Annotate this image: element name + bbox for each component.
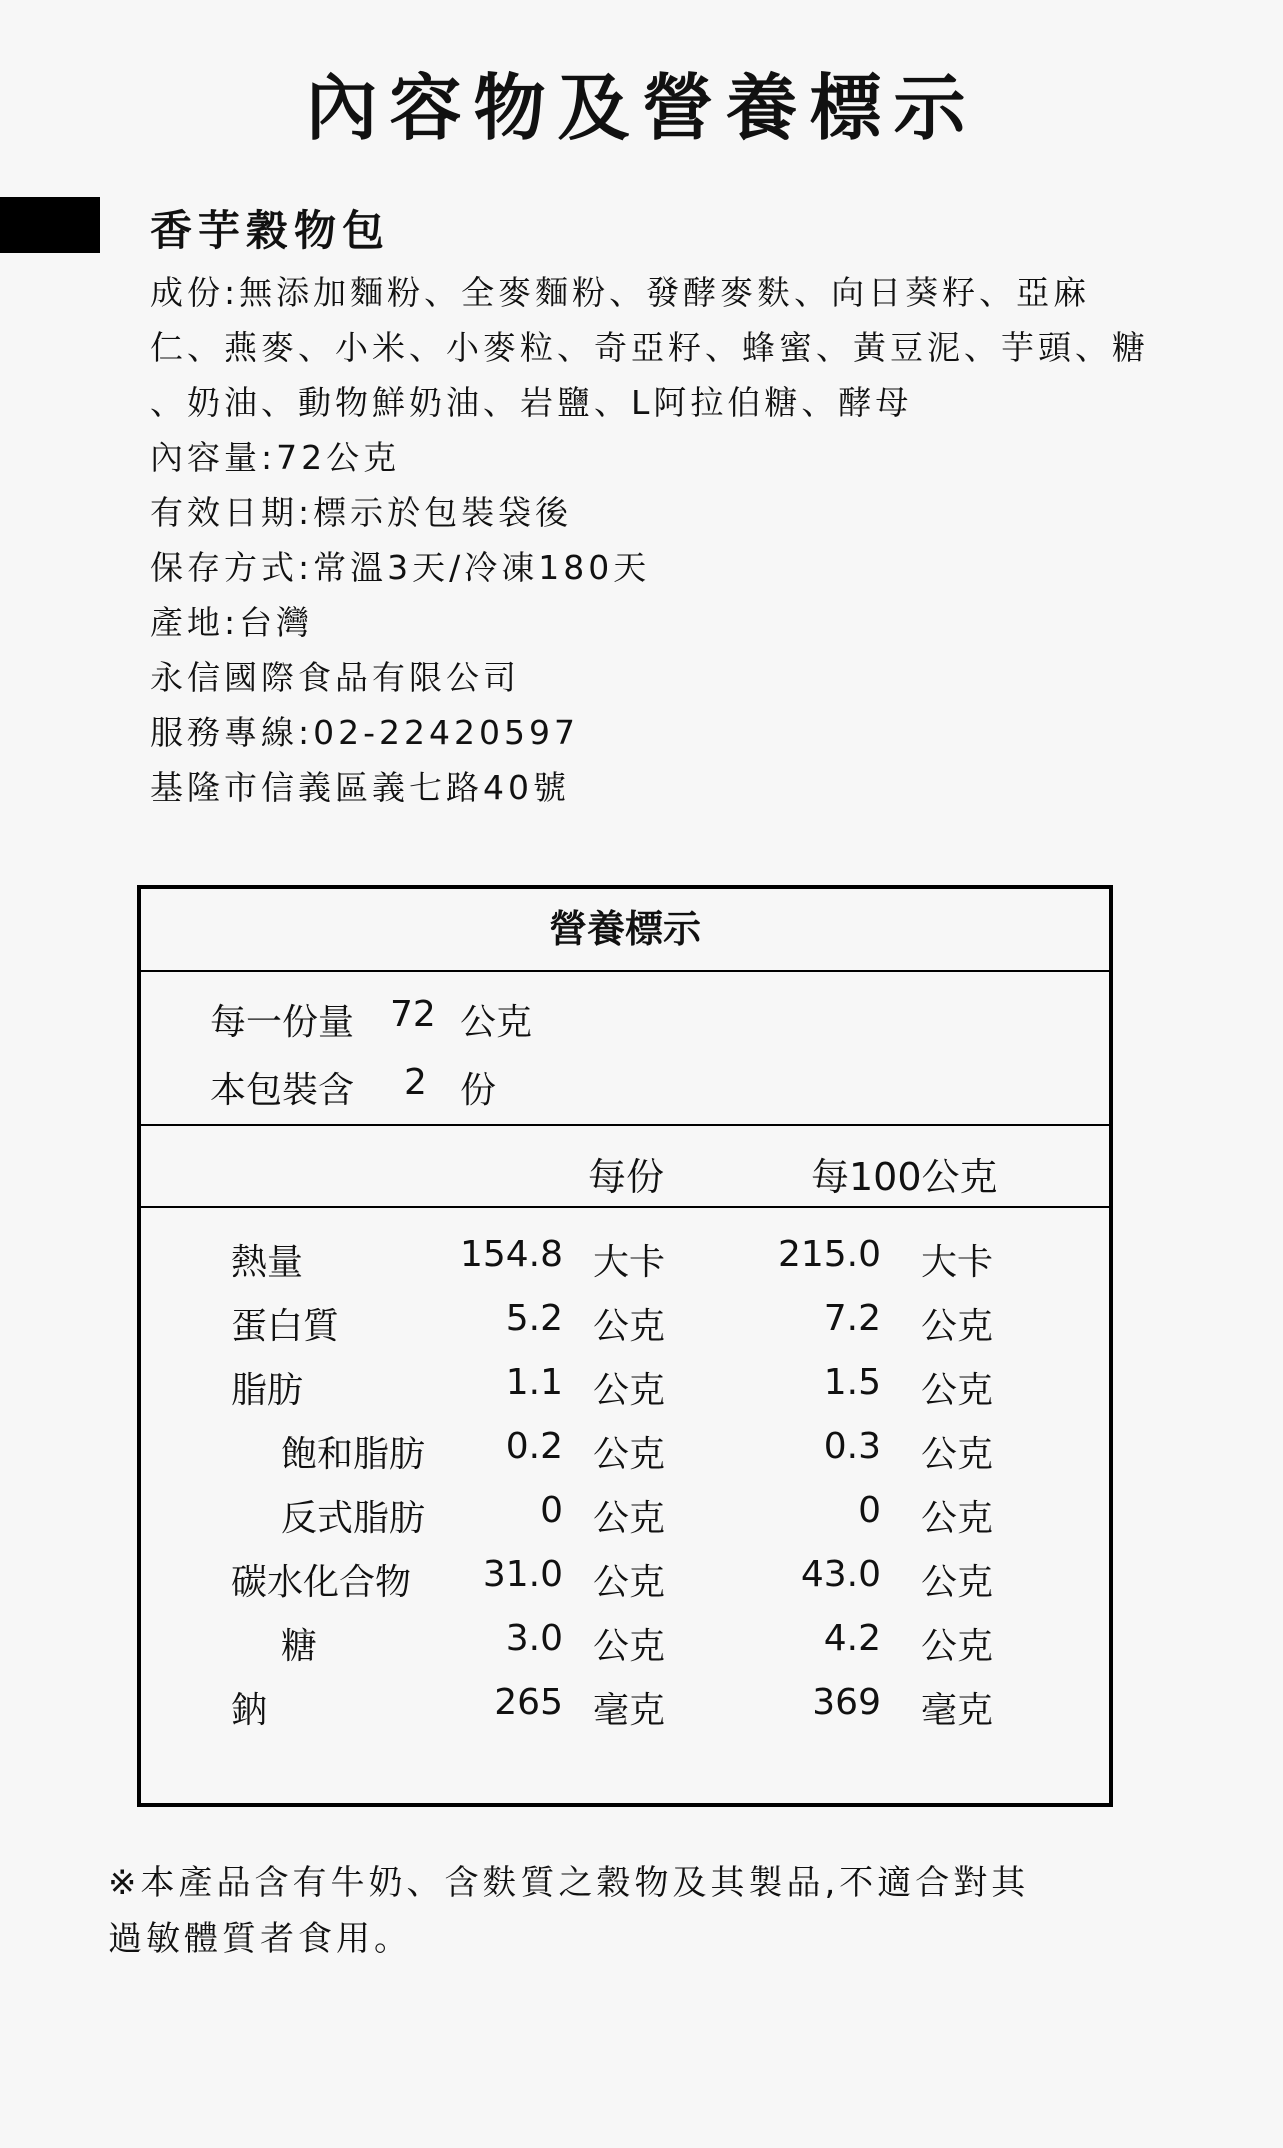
nutrient-name: 熱量 bbox=[231, 1242, 304, 1283]
unit-per-serving: 毫克 bbox=[593, 1690, 666, 1731]
info-line: 有效日期:標示於包裝袋後 bbox=[150, 493, 573, 532]
unit-per-100g: 公克 bbox=[921, 1562, 994, 1603]
unit-per-serving: 公克 bbox=[593, 1498, 666, 1539]
value-per-100g: 1.5 bbox=[823, 1362, 881, 1403]
value-per-serving: 31.0 bbox=[482, 1554, 563, 1595]
value-per-serving: 5.2 bbox=[505, 1298, 563, 1339]
value-per-100g: 215.0 bbox=[777, 1234, 881, 1275]
info-line: 基隆市信義區義七路40號 bbox=[150, 768, 570, 807]
unit-per-serving: 公克 bbox=[593, 1434, 666, 1475]
nutrition-table bbox=[137, 885, 1113, 1807]
nutrition-row bbox=[141, 1682, 1109, 1746]
col-per-100g: 每100公克 bbox=[811, 1155, 998, 1199]
value-per-serving: 3.0 bbox=[505, 1618, 563, 1659]
nutrition-row bbox=[141, 1618, 1109, 1682]
nutrition-row bbox=[141, 1554, 1109, 1618]
unit-per-serving: 公克 bbox=[593, 1306, 666, 1347]
info-line: 產地:台灣 bbox=[150, 603, 314, 642]
nutrition-row bbox=[141, 1234, 1109, 1298]
value-per-serving: 154.8 bbox=[459, 1234, 563, 1275]
unit-per-100g: 公克 bbox=[921, 1370, 994, 1411]
col-per-serving: 每份 bbox=[588, 1155, 665, 1199]
note-line: ※本產品含有牛奶、含麩質之穀物及其製品,不適合對其 bbox=[108, 1863, 1030, 1903]
unit-per-100g: 公克 bbox=[921, 1498, 994, 1539]
value-per-100g: 0 bbox=[858, 1490, 881, 1531]
servings-label: 本包裝含 bbox=[210, 1070, 355, 1111]
unit-per-100g: 公克 bbox=[921, 1626, 994, 1667]
column-headers bbox=[141, 1126, 1109, 1208]
unit-per-100g: 大卡 bbox=[921, 1242, 994, 1283]
nutrient-name: 碳水化合物 bbox=[231, 1562, 412, 1603]
nutrition-row bbox=[141, 1426, 1109, 1490]
value-per-serving: 0 bbox=[540, 1490, 563, 1531]
info-line: 保存方式:常溫3天/冷凍180天 bbox=[150, 548, 651, 587]
serving-size-value: 72 bbox=[390, 994, 436, 1035]
value-per-100g: 0.3 bbox=[823, 1426, 881, 1467]
nutrient-name: 飽和脂肪 bbox=[281, 1434, 426, 1475]
nutrition-row bbox=[141, 1298, 1109, 1362]
serving-size-label: 每一份量 bbox=[210, 1002, 355, 1043]
info-line: 仁、燕麥、小米、小麥粒、奇亞籽、蜂蜜、黃豆泥、芋頭、糖 bbox=[150, 328, 1149, 367]
note-line: 過敏體質者食用。 bbox=[108, 1919, 412, 1959]
value-per-100g: 43.0 bbox=[800, 1554, 881, 1595]
nutrition-row bbox=[141, 1362, 1109, 1426]
product-info bbox=[150, 265, 1150, 815]
info-line: 服務專線:02-22420597 bbox=[150, 713, 579, 752]
nutrient-name: 脂肪 bbox=[231, 1370, 304, 1411]
value-per-serving: 265 bbox=[494, 1682, 563, 1723]
value-per-serving: 1.1 bbox=[505, 1362, 563, 1403]
value-per-100g: 7.2 bbox=[823, 1298, 881, 1339]
unit-per-100g: 公克 bbox=[921, 1434, 994, 1475]
unit-per-serving: 大卡 bbox=[593, 1242, 666, 1283]
info-line: 成份:無添加麵粉、全麥麵粉、發酵麥麩、向日葵籽、亞麻 bbox=[150, 273, 1091, 312]
nutrient-name: 糖 bbox=[281, 1626, 318, 1667]
servings-unit: 份 bbox=[460, 1070, 497, 1111]
nutrient-name: 反式脂肪 bbox=[281, 1498, 426, 1539]
nutrient-name: 鈉 bbox=[231, 1690, 268, 1731]
info-line: 永信國際食品有限公司 bbox=[150, 658, 520, 697]
serving-info bbox=[141, 972, 1109, 1126]
value-per-100g: 4.2 bbox=[823, 1618, 881, 1659]
unit-per-serving: 公克 bbox=[593, 1562, 666, 1603]
value-per-100g: 369 bbox=[812, 1682, 881, 1723]
info-line: 內容量:72公克 bbox=[150, 438, 401, 477]
section-marker bbox=[0, 197, 100, 253]
allergen-note bbox=[108, 1855, 1188, 1967]
nutrition-title: 營養標示 bbox=[141, 889, 1109, 972]
unit-per-100g: 毫克 bbox=[921, 1690, 994, 1731]
value-per-serving: 0.2 bbox=[505, 1426, 563, 1467]
nutrition-row bbox=[141, 1490, 1109, 1554]
unit-per-serving: 公克 bbox=[593, 1370, 666, 1411]
nutrition-rows bbox=[141, 1208, 1109, 1768]
unit-per-serving: 公克 bbox=[593, 1626, 666, 1667]
product-name: 香芋穀物包 bbox=[150, 206, 391, 255]
page-title: 內容物及營養標示 bbox=[305, 66, 978, 150]
serving-size-unit: 公克 bbox=[460, 1002, 533, 1043]
nutrient-name: 蛋白質 bbox=[231, 1306, 340, 1347]
info-line: 、奶油、動物鮮奶油、岩鹽、L阿拉伯糖、酵母 bbox=[150, 383, 913, 422]
unit-per-100g: 公克 bbox=[921, 1306, 994, 1347]
servings-value: 2 bbox=[404, 1062, 427, 1103]
